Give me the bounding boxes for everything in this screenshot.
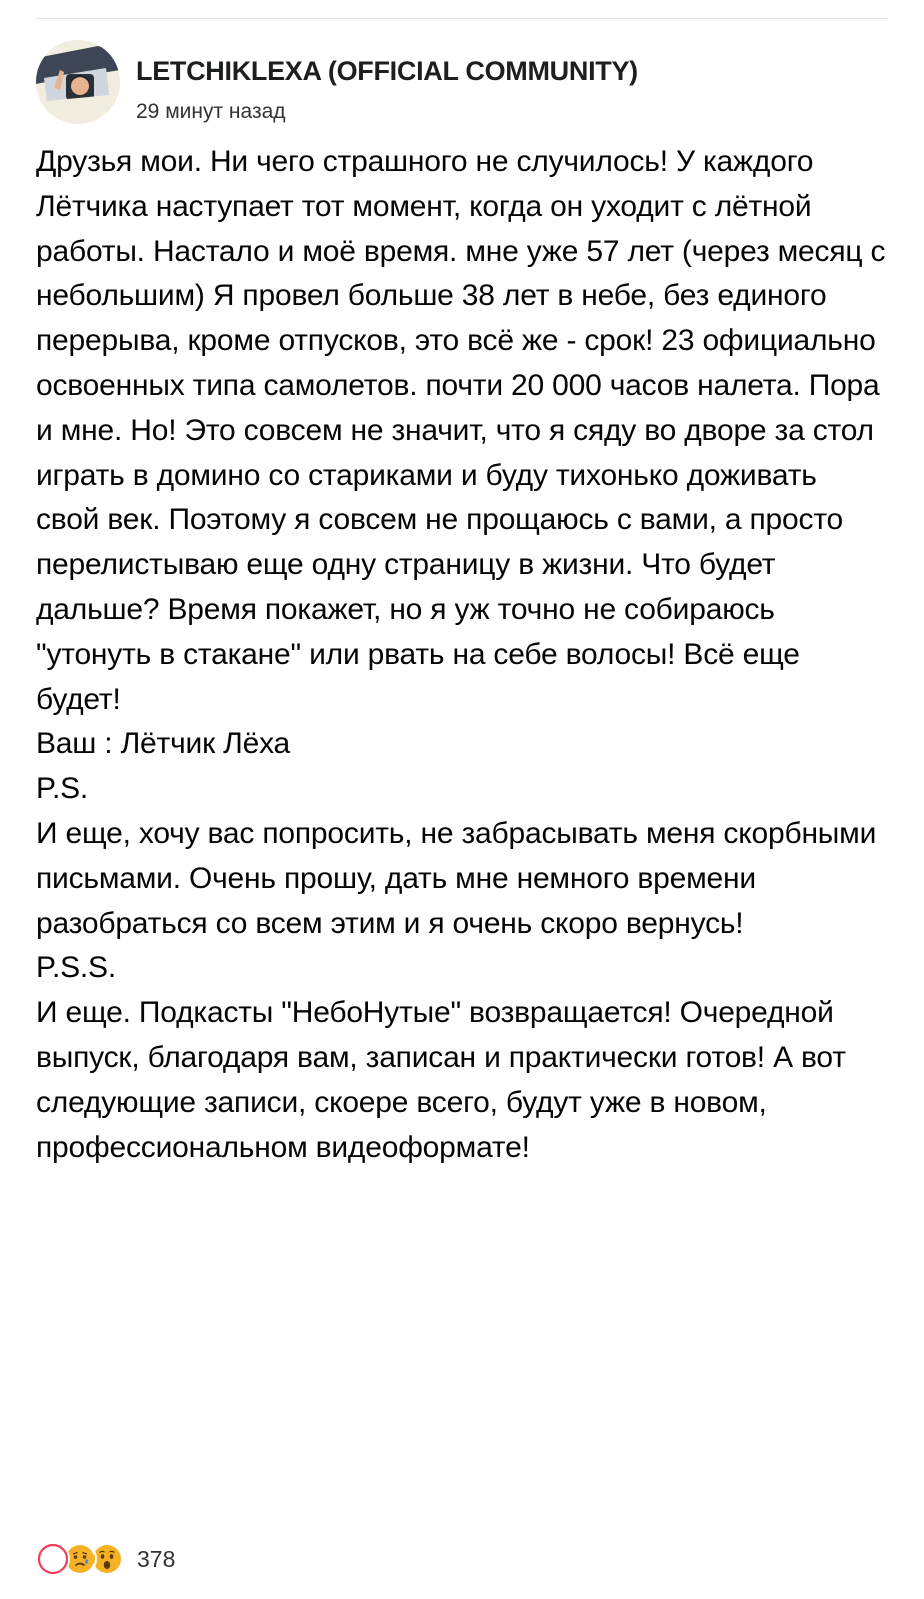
love-reaction-icon — [36, 1542, 70, 1576]
post-paragraph: И еще. Подкасты "НебоНутые" возвращается! Очередной выпуск, благодаря вам, записан и практически готов! А вот следующие записи, скоере всего, будут уже в новом, профессиональном видеоформате! — [36, 996, 846, 1164]
author-avatar[interactable] — [36, 40, 120, 124]
post-timestamp[interactable]: 29 минут назад — [136, 100, 286, 123]
reaction-count[interactable]: 378 — [137, 1545, 176, 1572]
post-signature: Ваш : Лётчик Лёха — [36, 727, 291, 761]
post-paragraph: И еще, хочу вас попросить, не забрасывать меня скорбными письмами. Очень прошу, дать мне немного времени разобраться со всем этим и я очень скоро вернусь! — [36, 816, 877, 940]
author-name[interactable]: LETCHIKLEXA (OFFICIAL COMMUNITY) — [136, 56, 638, 86]
post-header — [36, 40, 888, 130]
post-ps-label: P.S. — [36, 772, 89, 806]
avatar-image — [36, 40, 120, 124]
top-divider — [36, 18, 888, 19]
reactions-bar[interactable] — [36, 1541, 175, 1577]
post-paragraph: Друзья мои. Ни чего страшного не случилось! У каждого Лётчика наступает тот момент, когда он уходит с лётной работы. Настало и моё время. мне уже 57 лет (через месяц с небольшим) Я провел больше 38 лет в небе, без единого перерыва, кроме отпусков, это всё же - срок! 23 официально освоенных типа самолетов. почти 20 000 часов налета. Пора и мне. Но! Это совсем не значит, что я сяду во дворе за стол играть в домино со стариками и буду тихонько доживать свой век. Поэтому я совсем не прощаюсь с вами, а просто перелистываю еще одну страницу в жизни. Что будет дальше? Время покажет, но я уж точно не собираюсь "утонуть в стакане" или рвать на себе волосы! Всё еще будет! — [36, 145, 886, 716]
post-pss-label: P.S.S. — [36, 951, 116, 985]
post-body — [36, 140, 888, 1170]
